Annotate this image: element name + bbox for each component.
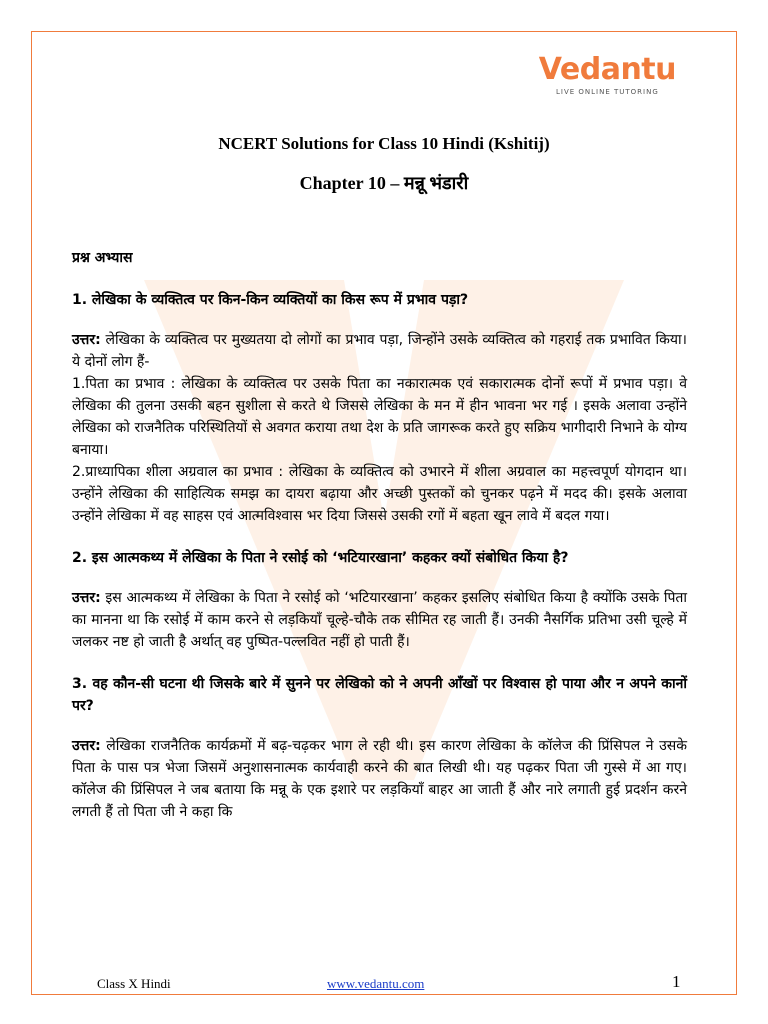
answer-2 (72, 587, 687, 653)
answer-1-point-2: 2.प्राध्यापिका शीला अग्रवाल का प्रभाव : लेखिका के व्यक्तित्व को उभारने में शीला अग्रवाल का महत्त्वपूर्ण योगदान था। उन्होंने लेखिका की साहित्यिक समझ का दायरा बढ़ाया और अच्छी पुस्तकों को चुनकर पढ़ने में मदद की। इसके अलावा उन्होंने लेखिका में वह साहस एवं आत्मविश्वास भर दिया जिससे उसकी रगों में बहता खून लावे में बदल गया। (72, 464, 687, 524)
vedantu-logo (539, 54, 676, 96)
logo-wordmark: Vedantu (538, 52, 676, 87)
answer-2-text: इस आत्मकथ्य में लेखिका के पिता ने रसोई को ‘भटियारखाना’ कहकर इसलिए संबोधित किया है क्योंकि उसके पिता का मानना था कि रसोई में काम करने से लड़कियाँ चूल्हे-चौके तक सीमित रह जाती हैं। उनकी नैसर्गिक प्रतिभा उसी चूल्हे में जलकर नष्ट हो जाती है अर्थात् वह पुष्पित-पल्लवित नहीं हो पाती हैं। (72, 590, 687, 650)
question-1: 1. लेखिका के व्यक्तित्व पर किन-किन व्यक्तियों का किस रूप में प्रभाव पड़ा? (72, 292, 469, 308)
document-body (72, 247, 687, 835)
answer-3-text: लेखिका राजनैतिक कार्यक्रमों में बढ़-चढ़कर भाग ले रही थी। इस कारण लेखिका के कॉलेज की प्रिंसिपल ने उसके पिता के पास पत्र भेजा जिसमें अनुशासनात्मक कार्यवाही करने की बात लिखी थी। यह पढ़कर पिता जी गुस्से में आ गए। कॉलेज की प्रिंसिपल ने जब बताया कि मन्नू के एक इशारे पर लड़कियाँ बाहर आ जाती हैं और नारे लगाती हुई प्रदर्शन करने लगती हैं तो पिता जी ने कहा कि (72, 738, 687, 820)
footer-class: Class X Hindi (97, 976, 171, 991)
question-3: 3. वह कौन-सी घटना थी जिसके बारे में सुनने पर लेखिको को ने अपनी आँखों पर विश्वास हो पाया और न अपने कानों पर? (72, 676, 687, 714)
answer-label: उत्तर: (72, 738, 101, 754)
answer-label: उत्तर: (72, 590, 101, 606)
answer-3 (72, 735, 687, 823)
footer-website-link[interactable]: www.vedantu.com (327, 976, 425, 991)
answer-1 (72, 329, 687, 527)
answer-1-intro: लेखिका के व्यक्तित्व पर मुख्यतया दो लोगों का प्रभाव पड़ा, जिन्होंने उसके व्यक्तित्व को गहराई तक प्रभावित किया। ये दोनों लोग हैं- (72, 332, 687, 370)
document-title: NCERT Solutions for Class 10 Hindi (Kshitij) (218, 134, 550, 153)
question-2: 2. इस आत्मकथ्य में लेखिका के पिता ने रसोई को ‘भटियारखाना’ कहकर क्यों संबोधित किया है? (72, 550, 569, 566)
answer-1-point-1: 1.पिता का प्रभाव : लेखिका के व्यक्तित्व पर उसके पिता का नकारात्मक एवं सकारात्मक दोनों रूपों में प्रभाव पड़ा। वे लेखिका की तुलना उसकी बहन सुशीला से करते थे जिससे लेखिका के मन में हीन भावना भर गई । इसके अलावा उन्होंने लेखिका को राजनैतिक परिस्थितियों से अवगत कराया तथा देश के प्रति जागरूक करते हुए सक्रिय भागीदारी निभाने के योग्य बनाया। (72, 376, 687, 458)
page-number: 1 (672, 972, 681, 991)
chapter-title: Chapter 10 – मन्नू भंडारी (299, 173, 469, 193)
logo-tagline: LIVE ONLINE TUTORING (556, 88, 659, 96)
section-heading: प्रश्न अभ्यास (72, 250, 133, 266)
answer-label: उत्तर: (72, 332, 101, 348)
